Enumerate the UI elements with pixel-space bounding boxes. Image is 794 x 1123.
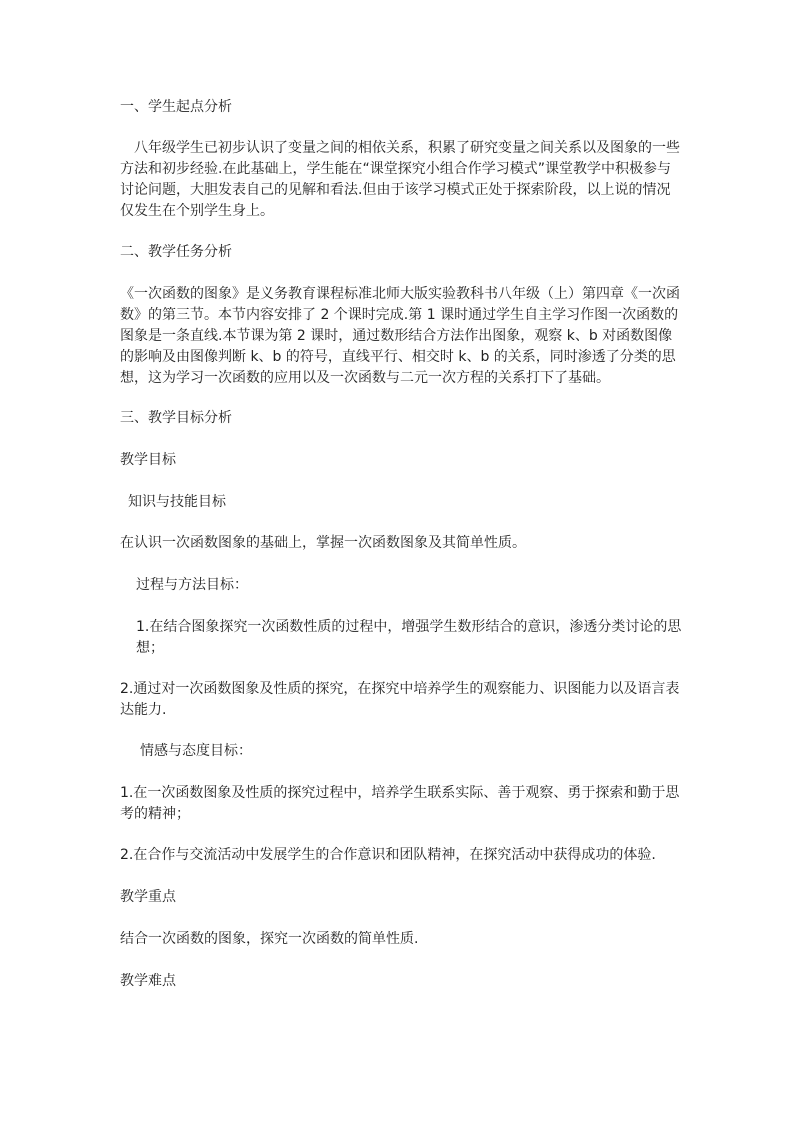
process-goal-label: 过程与方法目标：	[136, 577, 248, 593]
process-goal-1: 1.在结合图象探究一次函数性质的过程中，增强学生数形结合的意识，渗透分类讨论的思想；	[136, 619, 682, 656]
section-1-title: 一、学生起点分析	[120, 99, 232, 115]
knowledge-goal-label: 知识与技能目标	[128, 494, 226, 510]
key-point-body: 结合一次函数的图象，探究一次函数的简单性质.	[120, 931, 419, 947]
process-goal-2: 2.通过对一次函数图象及性质的探究，在探究中培养学生的观察能力、识图能力以及语言表达能力.	[120, 681, 680, 718]
section-2-title: 二、教学任务分析	[120, 244, 232, 260]
section-2-body: 《一次函数的图象》是义务教育课程标准北师大版实验教科书八年级（上）第四章《一次函数》的第三节。本节内容安排了 2 个课时完成.第 1 课时通过学生自主学习作图一次函数的图象是一条直线.本节课为第 2 课时，通过数形结合方法作出图象，观察 k、b 对函数图像的影响及由图像判断 k、b 的符号，直线平行、相交时 k、b 的关系，同时渗透了分类的思想，这为学习一次函数的应用以及一次函数与二元一次方程的关系打下了基础。	[120, 286, 680, 386]
emotion-goal-label: 情感与态度目标：	[140, 743, 252, 759]
difficulty-label: 教学难点	[120, 973, 176, 989]
key-point-label: 教学重点	[120, 889, 176, 905]
section-1-body: 八年级学生已初步认识了变量之间的相依关系，积累了研究变量之间关系以及图象的一些方法和初步经验.在此基础上，学生能在“课堂探究小组合作学习模式”课堂教学中积极参与讨论问题，大胆发表自己的见解和看法.但由于该学习模式正处于探索阶段，以上说的情况仅发生在个别学生身上。	[120, 140, 680, 219]
teaching-goals-label: 教学目标	[120, 452, 176, 468]
emotion-goal-2: 2.在合作与交流活动中发展学生的合作意识和团队精神，在探究活动中获得成功的体验.	[120, 847, 656, 863]
knowledge-goal-body: 在认识一次函数图象的基础上，掌握一次函数图象及其简单性质。	[120, 535, 526, 551]
emotion-goal-1: 1.在一次函数图象及性质的探究过程中，培养学生联系实际、善于观察、勇于探索和勤于思考的精神；	[120, 785, 680, 822]
section-3-title: 三、教学目标分析	[120, 410, 232, 426]
